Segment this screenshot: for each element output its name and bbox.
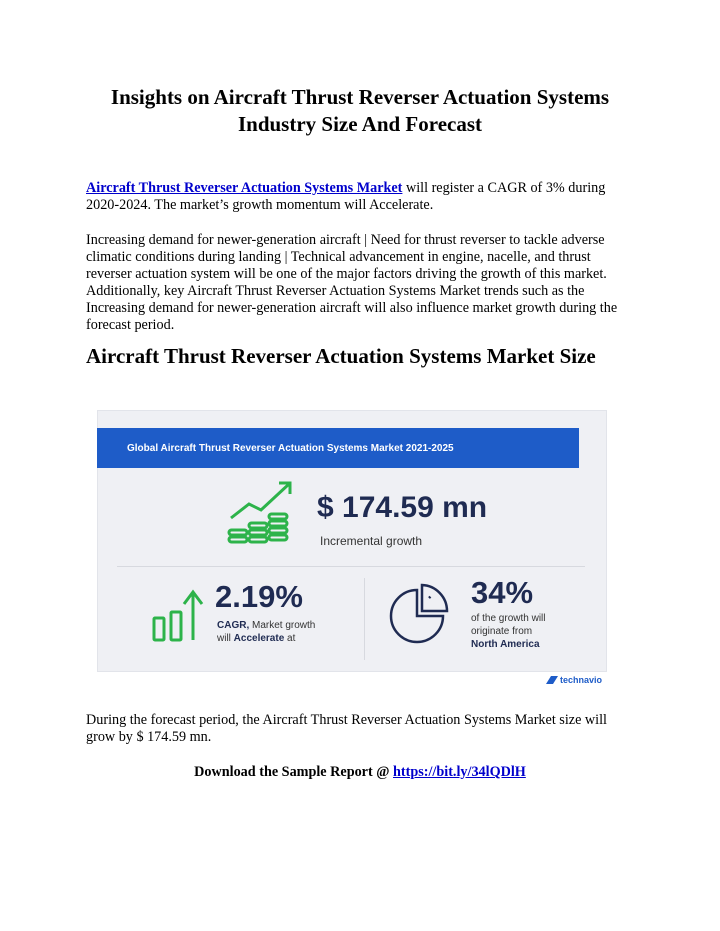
divider xyxy=(117,566,585,567)
title-line-1: Insights on Aircraft Thrust Reverser Actuation Systems xyxy=(110,85,610,109)
page-title xyxy=(60,84,660,138)
technavio-logo xyxy=(546,675,602,685)
share-text: originate from xyxy=(471,626,533,637)
divider xyxy=(364,578,365,660)
intro-paragraph xyxy=(86,180,631,214)
regional-share-description xyxy=(471,612,545,651)
sample-report-link[interactable]: https://bit.ly/34lQDlH xyxy=(393,764,526,780)
forecast-paragraph: During the forecast period, the Aircraft Thrust Reverser Actuation Systems Market size will grow by $ 174.59 mn. xyxy=(86,712,607,745)
regional-share-value: 34% xyxy=(471,575,534,610)
incremental-growth-value: $ 174.59 mn xyxy=(317,491,488,524)
technavio-logo-text: technavio xyxy=(560,675,603,685)
intro-text: will register a CAGR of 3% during 2020-2024. The market’s growth momentum will Accelerate. xyxy=(86,180,606,213)
infographic-banner-title: Global Aircraft Thrust Reverser Actuation Systems Market 2021-2025 xyxy=(127,442,454,454)
section-heading: Aircraft Thrust Reverser Actuation Systems Market Size xyxy=(86,344,596,368)
market-infographic xyxy=(97,410,605,690)
cagr-description xyxy=(217,619,315,645)
cagr-value: 2.19% xyxy=(215,579,303,614)
pie-chart-icon xyxy=(385,582,449,646)
cagr-text: at xyxy=(284,633,296,644)
cagr-text: will xyxy=(217,633,234,644)
bar-growth-icon xyxy=(151,584,207,644)
cagr-momentum: Accelerate xyxy=(233,633,285,644)
download-label: Download the Sample Report @ xyxy=(194,764,393,780)
title-line-2: Industry Size And Forecast xyxy=(237,112,483,136)
drivers-paragraph: Increasing demand for newer-generation aircraft | Need for thrust reverser to tackle adverse climatic conditions during landing | Technical advancement in engine, nacelle, and thrust reverser actuation system will be one of the major factors driving the growth of this market. Additionally, key Aircraft Thrust Reverser Actuation Systems Market trends such as the Increasing demand for newer-generation aircraft will also influence market growth during the forecast period. xyxy=(86,232,618,333)
share-text: of the growth will xyxy=(471,613,546,624)
cagr-label: CAGR, xyxy=(217,620,250,631)
download-line xyxy=(60,764,660,781)
cagr-text: Market growth xyxy=(249,620,316,631)
market-report-link[interactable]: Aircraft Thrust Reverser Actuation Systems Market xyxy=(86,180,403,196)
infographic-banner xyxy=(97,428,579,468)
incremental-growth-caption: Incremental growth xyxy=(320,534,423,548)
technavio-logo-icon xyxy=(546,676,558,684)
coin-stack-growth-icon xyxy=(225,478,301,548)
share-region: North America xyxy=(471,639,540,650)
